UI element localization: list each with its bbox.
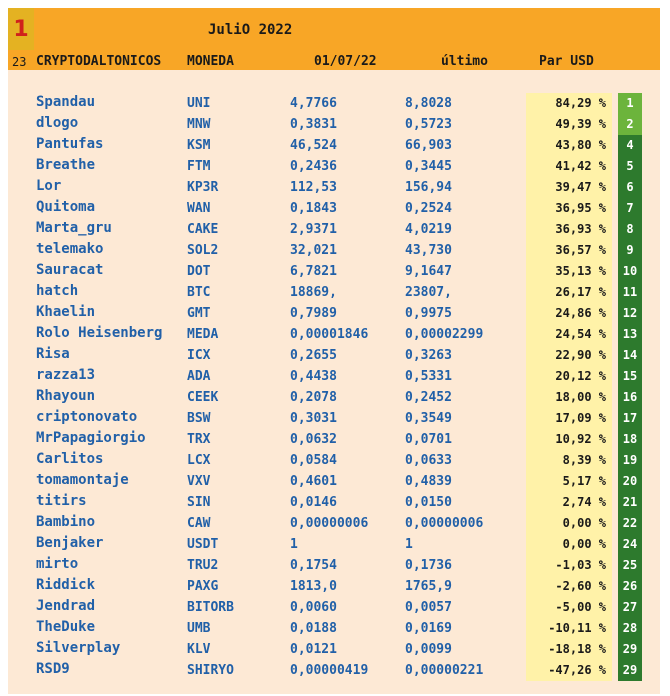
percent-change: 39,47 % — [526, 177, 612, 198]
participant-name: Silverplay — [36, 640, 121, 656]
start-price: 0,2436 — [290, 159, 337, 174]
coin-symbol: BITORB — [187, 600, 234, 615]
start-price: 1 — [290, 537, 298, 552]
last-price: 0,0057 — [405, 600, 452, 615]
last-price: 1 — [405, 537, 413, 552]
start-price: 18869, — [290, 285, 337, 300]
coin-symbol: UNI — [187, 96, 211, 111]
table-row — [8, 492, 660, 513]
participant-count: 23 — [12, 55, 27, 69]
rank-cell: 21 — [618, 492, 642, 513]
participant-name: RSD9 — [36, 661, 70, 677]
participant-name: telemako — [36, 241, 104, 257]
percent-change: 18,00 % — [526, 387, 612, 408]
table-row — [8, 597, 660, 618]
last-price: 8,8028 — [405, 96, 452, 111]
position-badge: 1 — [8, 8, 34, 50]
participant-name: Risa — [36, 346, 70, 362]
ranking-sheet — [8, 8, 660, 694]
last-price: 0,00002299 — [405, 327, 484, 342]
percent-change: 26,17 % — [526, 282, 612, 303]
coin-symbol: KSM — [187, 138, 211, 153]
start-price: 0,0060 — [290, 600, 337, 615]
coin-symbol: SOL2 — [187, 243, 219, 258]
coin-symbol: ICX — [187, 348, 211, 363]
last-price: 0,0169 — [405, 621, 452, 636]
percent-change: 36,57 % — [526, 240, 612, 261]
rank-cell: 8 — [618, 219, 642, 240]
rank-cell: 2 — [618, 114, 642, 135]
table-row — [8, 282, 660, 303]
table-row — [8, 324, 660, 345]
start-price: 0,0632 — [290, 432, 337, 447]
header-band — [8, 8, 660, 70]
table-row — [8, 261, 660, 282]
column-header-percent: Par USD — [539, 54, 594, 69]
coin-symbol: ADA — [187, 369, 211, 384]
percent-change: 0,00 % — [526, 534, 612, 555]
last-price: 0,3263 — [405, 348, 452, 363]
coin-symbol: PAXG — [187, 579, 219, 594]
rank-cell: 26 — [618, 576, 642, 597]
table-row — [8, 660, 660, 681]
table-row — [8, 93, 660, 114]
table-row — [8, 534, 660, 555]
last-price: 0,4839 — [405, 474, 452, 489]
rank-cell: 5 — [618, 156, 642, 177]
percent-change: 84,29 % — [526, 93, 612, 114]
last-price: 0,3549 — [405, 411, 452, 426]
coin-symbol: CAW — [187, 516, 211, 531]
last-price: 4,0219 — [405, 222, 452, 237]
start-price: 0,0584 — [290, 453, 337, 468]
start-price: 6,7821 — [290, 264, 337, 279]
participant-name: Jendrad — [36, 598, 96, 614]
last-price: 0,2524 — [405, 201, 452, 216]
start-price: 0,0146 — [290, 495, 337, 510]
start-price: 46,524 — [290, 138, 337, 153]
coin-symbol: GMT — [187, 306, 211, 321]
percent-change: -1,03 % — [526, 555, 612, 576]
rank-cell: 7 — [618, 198, 642, 219]
last-price: 0,0633 — [405, 453, 452, 468]
coin-symbol: USDT — [187, 537, 219, 552]
percent-change: 24,86 % — [526, 303, 612, 324]
coin-symbol: CEEK — [187, 390, 219, 405]
rank-cell: 20 — [618, 471, 642, 492]
rank-cell: 28 — [618, 618, 642, 639]
table-row — [8, 639, 660, 660]
rank-cell: 9 — [618, 240, 642, 261]
table-row — [8, 555, 660, 576]
last-price: 23807, — [405, 285, 452, 300]
start-price: 0,00001846 — [290, 327, 369, 342]
start-price: 2,9371 — [290, 222, 337, 237]
participant-name: dlogo — [36, 115, 79, 131]
percent-change: 17,09 % — [526, 408, 612, 429]
last-price: 0,5723 — [405, 117, 452, 132]
coin-symbol: TRX — [187, 432, 211, 447]
last-price: 0,0099 — [405, 642, 452, 657]
last-price: 0,0150 — [405, 495, 452, 510]
coin-symbol: LCX — [187, 453, 211, 468]
start-price: 112,53 — [290, 180, 337, 195]
rank-cell: 11 — [618, 282, 642, 303]
participant-name: Quitoma — [36, 199, 96, 215]
participant-name: Rhayoun — [36, 388, 96, 404]
column-header-name: CRYPTODALTONICOS — [36, 54, 162, 69]
rank-cell: 29 — [618, 660, 642, 681]
rank-cell: 1 — [618, 93, 642, 114]
last-price: 0,9975 — [405, 306, 452, 321]
table-row — [8, 408, 660, 429]
start-price: 1813,0 — [290, 579, 337, 594]
table-row — [8, 366, 660, 387]
percent-change: 43,80 % — [526, 135, 612, 156]
start-price: 32,021 — [290, 243, 337, 258]
rank-cell: 24 — [618, 534, 642, 555]
participant-name: MrPapagiorgio — [36, 430, 146, 446]
percent-change: 0,00 % — [526, 513, 612, 534]
participant-name: Carlitos — [36, 451, 104, 467]
percent-change: 2,74 % — [526, 492, 612, 513]
table-row — [8, 345, 660, 366]
coin-symbol: MEDA — [187, 327, 219, 342]
last-price: 156,94 — [405, 180, 452, 195]
percent-change: -47,26 % — [526, 660, 612, 681]
rank-cell: 15 — [618, 366, 642, 387]
participant-name: hatch — [36, 283, 79, 299]
rank-cell: 10 — [618, 261, 642, 282]
participant-name: Breathe — [36, 157, 96, 173]
start-price: 0,00000419 — [290, 663, 369, 678]
start-price: 0,4438 — [290, 369, 337, 384]
last-price: 0,00000221 — [405, 663, 484, 678]
start-price: 0,3031 — [290, 411, 337, 426]
percent-change: -2,60 % — [526, 576, 612, 597]
last-price: 0,2452 — [405, 390, 452, 405]
last-price: 0,00000006 — [405, 516, 484, 531]
table-row — [8, 576, 660, 597]
participant-name: Lor — [36, 178, 62, 194]
table-row — [8, 450, 660, 471]
coin-symbol: KLV — [187, 642, 211, 657]
participant-name: mirto — [36, 556, 79, 572]
percent-change: 10,92 % — [526, 429, 612, 450]
table-row — [8, 219, 660, 240]
rank-cell: 12 — [618, 303, 642, 324]
table-row — [8, 156, 660, 177]
last-price: 0,1736 — [405, 558, 452, 573]
rank-cell: 29 — [618, 639, 642, 660]
start-price: 0,2078 — [290, 390, 337, 405]
participant-name: Khaelin — [36, 304, 96, 320]
table-row — [8, 177, 660, 198]
last-price: 0,3445 — [405, 159, 452, 174]
participant-name: Riddick — [36, 577, 96, 593]
coin-symbol: VXV — [187, 474, 211, 489]
coin-symbol: CAKE — [187, 222, 219, 237]
percent-change: 22,90 % — [526, 345, 612, 366]
participant-name: Pantufas — [36, 136, 104, 152]
rank-cell: 6 — [618, 177, 642, 198]
coin-symbol: BTC — [187, 285, 211, 300]
start-price: 4,7766 — [290, 96, 337, 111]
table-row — [8, 387, 660, 408]
last-price: 0,0701 — [405, 432, 452, 447]
start-price: 0,7989 — [290, 306, 337, 321]
table-row — [8, 198, 660, 219]
last-price: 0,5331 — [405, 369, 452, 384]
participant-name: Benjaker — [36, 535, 104, 551]
percent-change: 36,95 % — [526, 198, 612, 219]
percent-change: 35,13 % — [526, 261, 612, 282]
column-header-last-price: último — [441, 54, 488, 69]
participant-name: criptonovato — [36, 409, 138, 425]
percent-change: -10,11 % — [526, 618, 612, 639]
participant-name: tomamontaje — [36, 472, 129, 488]
start-price: 0,0121 — [290, 642, 337, 657]
coin-symbol: SIN — [187, 495, 211, 510]
participant-name: Rolo Heisenberg — [36, 325, 163, 341]
coin-symbol: KP3R — [187, 180, 219, 195]
coin-symbol: BSW — [187, 411, 211, 426]
rank-cell: 18 — [618, 429, 642, 450]
start-price: 0,0188 — [290, 621, 337, 636]
column-header-coin: MONEDA — [187, 54, 234, 69]
rank-cell: 19 — [618, 450, 642, 471]
column-header-start-price: 01/07/22 — [314, 54, 377, 69]
participant-name: Bambino — [36, 514, 96, 530]
coin-symbol: SHIRYO — [187, 663, 234, 678]
last-price: 43,730 — [405, 243, 452, 258]
start-price: 0,00000006 — [290, 516, 369, 531]
percent-change: 49,39 % — [526, 114, 612, 135]
coin-symbol: MNW — [187, 117, 211, 132]
percent-change: 20,12 % — [526, 366, 612, 387]
participant-name: Marta_gru — [36, 220, 112, 236]
rank-cell: 4 — [618, 135, 642, 156]
table-row — [8, 429, 660, 450]
table-row — [8, 513, 660, 534]
rank-cell: 16 — [618, 387, 642, 408]
table-row — [8, 135, 660, 156]
percent-change: -5,00 % — [526, 597, 612, 618]
start-price: 0,1843 — [290, 201, 337, 216]
table-row — [8, 471, 660, 492]
coin-symbol: TRU2 — [187, 558, 219, 573]
participant-name: razza13 — [36, 367, 96, 383]
month-title: JuliO 2022 — [208, 22, 293, 38]
percent-change: 8,39 % — [526, 450, 612, 471]
table-row — [8, 114, 660, 135]
last-price: 1765,9 — [405, 579, 452, 594]
participant-name: TheDuke — [36, 619, 96, 635]
coin-symbol: DOT — [187, 264, 211, 279]
participant-name: titirs — [36, 493, 87, 509]
percent-change: 24,54 % — [526, 324, 612, 345]
last-price: 66,903 — [405, 138, 452, 153]
start-price: 0,3831 — [290, 117, 337, 132]
coin-symbol: WAN — [187, 201, 211, 216]
percent-change: 5,17 % — [526, 471, 612, 492]
coin-symbol: UMB — [187, 621, 211, 636]
rank-cell: 13 — [618, 324, 642, 345]
rank-cell: 25 — [618, 555, 642, 576]
rank-cell: 14 — [618, 345, 642, 366]
table-row — [8, 618, 660, 639]
coin-symbol: FTM — [187, 159, 211, 174]
start-price: 0,1754 — [290, 558, 337, 573]
start-price: 0,4601 — [290, 474, 337, 489]
participant-name: Sauracat — [36, 262, 104, 278]
rank-cell: 27 — [618, 597, 642, 618]
participant-name: Spandau — [36, 94, 96, 110]
start-price: 0,2655 — [290, 348, 337, 363]
rank-cell: 22 — [618, 513, 642, 534]
percent-change: 41,42 % — [526, 156, 612, 177]
percent-change: -18,18 % — [526, 639, 612, 660]
rank-cell: 17 — [618, 408, 642, 429]
table-row — [8, 303, 660, 324]
last-price: 9,1647 — [405, 264, 452, 279]
percent-change: 36,93 % — [526, 219, 612, 240]
table-row — [8, 240, 660, 261]
